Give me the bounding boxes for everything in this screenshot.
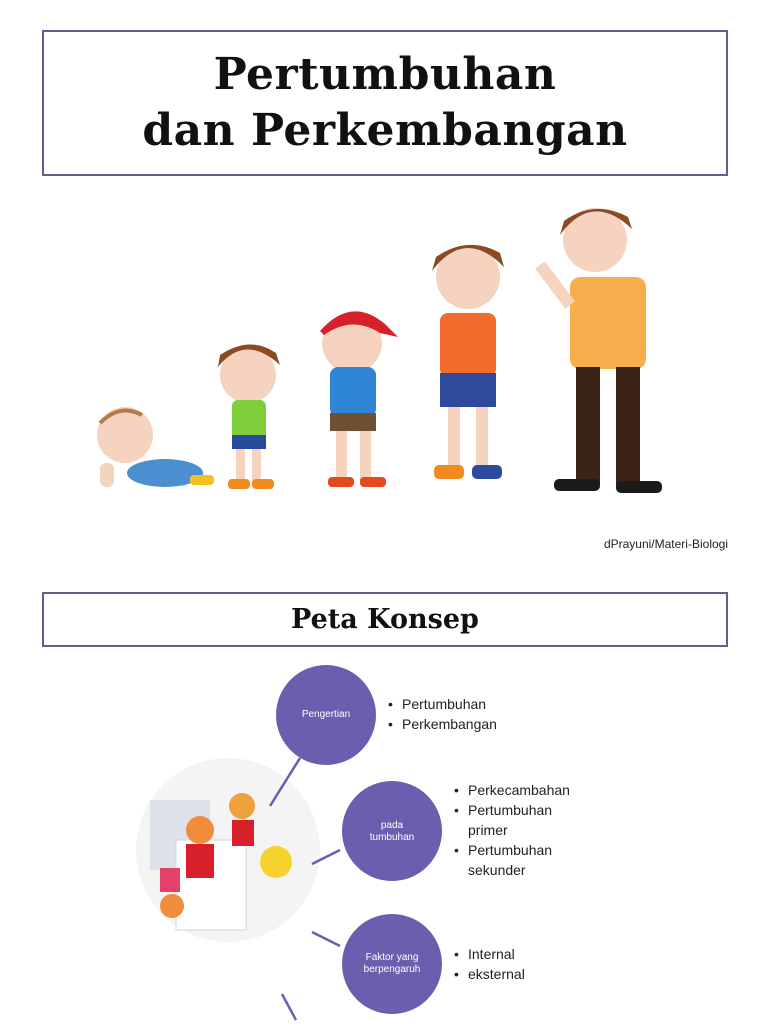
node-label-faktor-line1: Faktor yang [365, 952, 419, 963]
bullet-list-faktor [454, 944, 525, 984]
man-figure [540, 208, 662, 493]
node-label-tumbuhan-line2: tumbuhan [369, 832, 415, 843]
node-label-tumbuhan-line1: pada [380, 820, 404, 831]
toddler-figure [218, 344, 280, 489]
peta-konsep-title: Peta Konsep [291, 604, 479, 635]
children-illustration [136, 758, 320, 942]
list-item: • Perkembangan [388, 714, 497, 734]
peta-konsep-header [42, 592, 728, 647]
growth-stages-illustration [80, 195, 700, 510]
title-box [42, 30, 728, 176]
list-item: • Pertumbuhan sekunder [454, 840, 594, 880]
list-item: • Internal [454, 944, 525, 964]
baby-figure [97, 407, 214, 487]
child-figure [320, 311, 398, 487]
credit-text: dPrayuni/Materi-Biologi [603, 537, 728, 551]
node-label-faktor-line2: berpengaruh [363, 964, 421, 975]
bullet-list-pengertian [388, 694, 497, 734]
list-item: • Pertumbuhan primer [454, 800, 594, 840]
boy-figure [432, 245, 504, 479]
node-label-pengertian: Pengertian [301, 709, 351, 720]
title-line-2: dan Perkembangan [142, 105, 628, 156]
node-label-faktor [342, 952, 442, 976]
connector-4 [282, 994, 296, 1020]
title-line-1: Pertumbuhan [213, 49, 557, 100]
list-item: • eksternal [454, 964, 525, 984]
connector-3 [312, 932, 340, 946]
node-label-tumbuhan [342, 820, 442, 844]
bullet-list-tumbuhan [454, 780, 594, 880]
list-item: • Pertumbuhan [388, 694, 497, 714]
list-item: • Perkecambahan [454, 780, 594, 800]
